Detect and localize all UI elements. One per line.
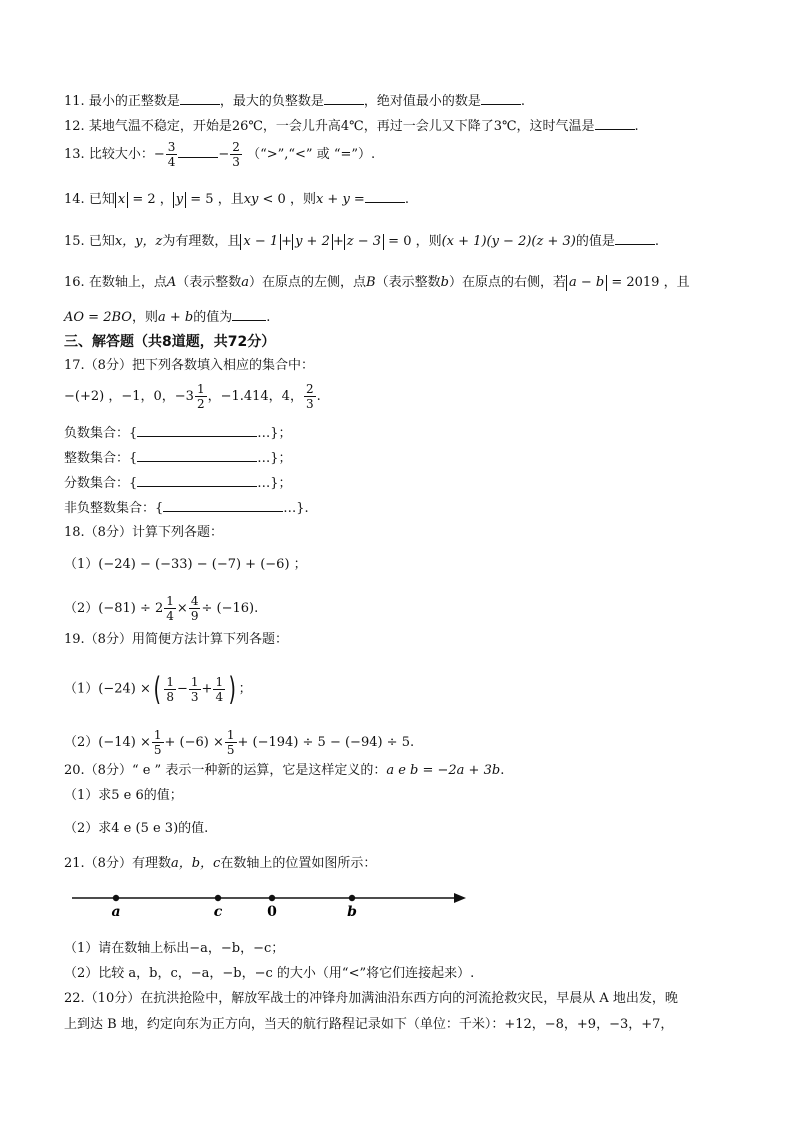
answer-blank[interactable] <box>365 190 405 203</box>
answer-blank[interactable] <box>595 117 635 130</box>
question-12: 12. 某地气温不稳定，开始是26℃，一会儿升高4℃，再过一会儿又下降了3℃，这时气温是 . <box>64 119 639 134</box>
question-15: 15. 已知x，y，z为有理数，且 x − 1 + y + 2 + z − 3 = 0 ，则(x + 1)(y − 2)(z + 3)的值是 . <box>64 234 660 249</box>
set-negative: 负数集合：{ …}； <box>64 426 292 441</box>
question-13: 13. 比较大小：− $\frac{3}{4}$ − $\frac{2}{3}$ （“>”,“<” 或 “=”）. <box>64 140 376 169</box>
fraction: $\frac{1}{2}$ <box>196 382 205 411</box>
fraction: $\frac{1}{4}$ <box>166 594 174 623</box>
set-nonneg-integer: 非负整数集合：{ …}. <box>64 501 309 516</box>
set-blank[interactable] <box>137 449 257 462</box>
question-14: 14. 已知 x = 2 ， y = 5 ，且xy < 0 ，则x + y = . <box>64 192 409 207</box>
svg-text:c: c <box>213 904 223 920</box>
fraction: $\frac{1}{4}$ <box>215 674 224 704</box>
question-16-line-2: AO = 2BO，则a + b的值为 . <box>64 310 271 325</box>
svg-text:0: 0 <box>267 904 277 920</box>
question-18-part-2: （2）(−81) ÷ 2 $\frac{1}{4}$ × $\frac{4}{9}$ ÷ (−16). <box>64 594 259 623</box>
question-20-title: 20.（8分）“ e ” 表示一种新的运算，它是这样定义的：a e b = −2a + 3b. <box>64 763 505 778</box>
question-21-title: 21.（8分）有理数a，b，c在数轴上的位置如图所示： <box>64 856 377 871</box>
question-16-line-1: 16. 在数轴上，点A（表示整数a）在原点的左侧，点B（表示整数b）在原点的右侧，若 a − b = 2019 ，且 <box>64 275 690 290</box>
answer-blank[interactable] <box>178 145 218 158</box>
svg-text:b: b <box>347 904 357 920</box>
set-integer: 整数集合：{ …}； <box>64 451 292 466</box>
paren-close: ) <box>228 670 237 708</box>
question-20-part-2: （2）求4 e (5 e 3)的值. <box>64 821 209 836</box>
fraction: $\frac{1}{5}$ <box>226 728 235 757</box>
number-line-arrow <box>454 893 466 903</box>
fraction: $\frac{2}{3}$ <box>232 140 240 169</box>
number-line-figure <box>64 880 474 920</box>
question-22-line-2: 上到达 B 地，约定向东为正方向，当天的航行路程记录如下（单位：千米）：+12，−8，+9，−3，+7， <box>64 1017 674 1032</box>
question-18-title: 18.（8分）计算下列各题： <box>64 525 223 540</box>
question-19-part-1: （1）(−24) ×( $\frac{1}{8}$ − $\frac{1}{3}$ + $\frac{1}{4}$ ) ； <box>64 670 252 708</box>
question-19-title: 19.（8分）用简便方法计算下列各题： <box>64 632 288 647</box>
question-22-line-1: 22.（10分）在抗洪抢险中，解放军战士的冲锋舟加满油沿东西方向的河流抢救灾民，早晨从 A 地出发，晚 <box>64 991 678 1006</box>
set-blank[interactable] <box>137 474 257 487</box>
answer-blank[interactable] <box>180 92 220 105</box>
fraction: $\frac{1}{8}$ <box>166 674 174 704</box>
answer-blank[interactable] <box>324 92 364 105</box>
question-17-number-list: −(+2) ，−1，0，−3 $\frac{1}{2}$ ，−1.414，4， $\frac{2}{3}$ . <box>64 382 321 411</box>
set-blank[interactable] <box>163 499 283 512</box>
fraction: $\frac{3}{4}$ <box>167 140 176 169</box>
question-21-part-1: （1）请在数轴上标出−a，−b，−c； <box>64 941 285 956</box>
question-20-part-1: （1）求5 e 6的值； <box>64 788 183 803</box>
fraction: $\frac{4}{9}$ <box>190 594 199 623</box>
fraction: $\frac{2}{3}$ <box>305 382 314 411</box>
svg-text:a: a <box>111 904 121 920</box>
answer-blank[interactable] <box>232 308 266 321</box>
question-21-part-2: （2）比较 a，b，c，−a，−b，−c 的大小（用“<”将它们连接起来）. <box>64 966 475 981</box>
question-17-title: 17.（8分）把下列各数填入相应的集合中： <box>64 358 314 373</box>
set-fraction: 分数集合：{ …}； <box>64 476 292 491</box>
section-heading: 三、解答题（共8道题，共72分） <box>64 334 276 350</box>
fraction: $\frac{1}{5}$ <box>153 728 162 757</box>
question-18-part-1: （1）(−24) − (−33) − (−7) + (−6) ； <box>64 557 307 572</box>
answer-blank[interactable] <box>481 92 521 105</box>
answer-blank[interactable] <box>615 232 655 245</box>
set-blank[interactable] <box>137 424 257 437</box>
paren-open: ( <box>153 670 161 708</box>
fraction: $\frac{1}{3}$ <box>190 674 199 704</box>
question-11: 11. 最小的正整数是 ，最大的负整数是 ，绝对值最小的数是 . <box>64 94 526 109</box>
question-19-part-2: （2）(−14) × $\frac{1}{5}$ + (−6) × $\frac{1}{5}$ + (−194) ÷ 5 − (−94) ÷ 5. <box>64 728 415 757</box>
